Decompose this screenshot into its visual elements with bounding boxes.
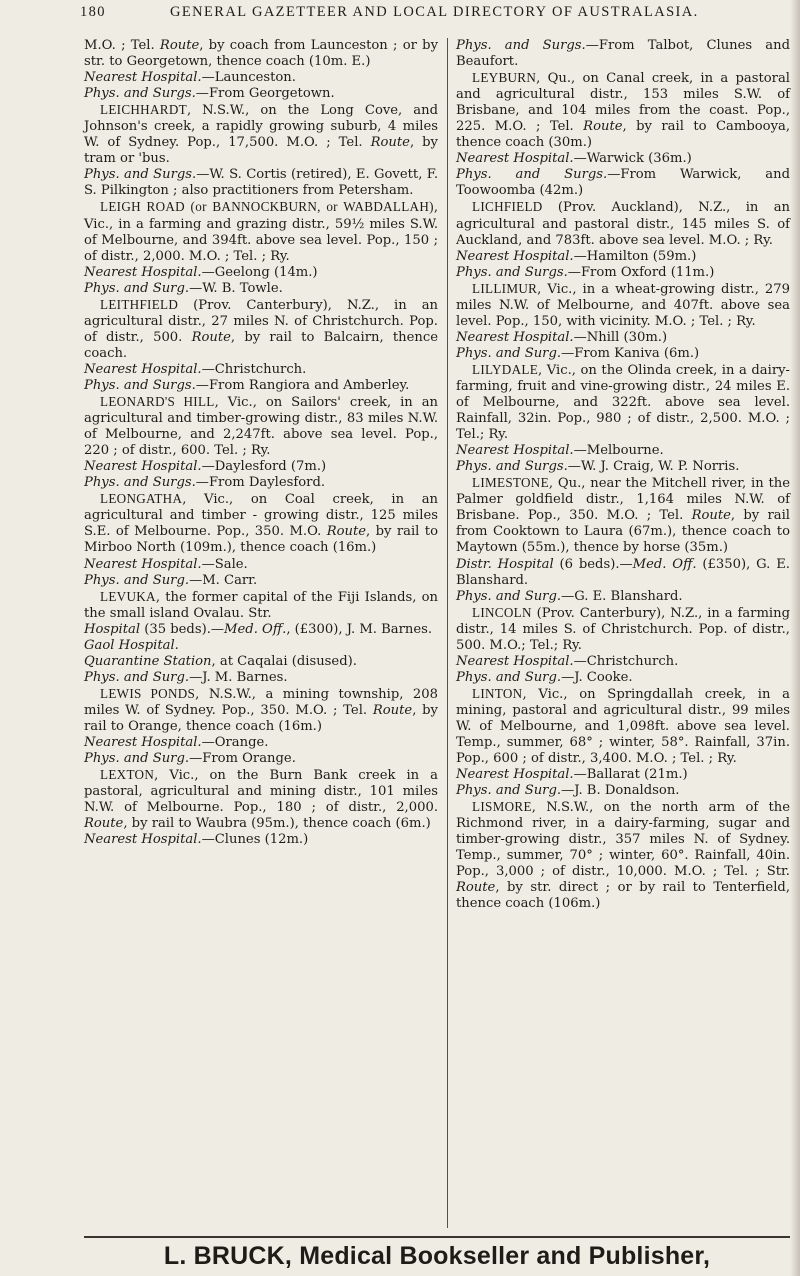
place-entry (84, 491, 438, 556)
entry-detail (84, 832, 438, 848)
entry-text: , by rail to Cambooya, thence coach (30m.) (456, 119, 791, 151)
entry-text: —Geelong (14m.) (201, 264, 318, 280)
place-entry (84, 199, 438, 264)
entry-text: , Qu., on Canal creek, in a pastoral and agricultural distr., 153 miles S.W. of Brisbane, and 104 miles from the coast. Pop., 225. M.O. ; Tel. (456, 71, 790, 135)
italic-label: Phys. and Surg. (84, 280, 190, 296)
entry-text: —Christchurch. (573, 653, 679, 669)
entry-detail (456, 767, 790, 783)
entry-text: —W. B. Towle. (189, 280, 283, 296)
entry-detail (84, 265, 438, 281)
entry-text: —M. Carr. (189, 572, 258, 588)
italic-label: Hospital (84, 621, 141, 637)
italic-label: Nearest Hospital. (84, 264, 202, 280)
italic-label: Phys. and Surg. (84, 669, 190, 685)
italic-label: Quarantine Station (84, 653, 212, 669)
entry-text: , the former capital of the Fiji Islands, on the small island Ovalau. Str. (84, 589, 438, 621)
entry-text: , by tram or 'bus. (84, 135, 438, 167)
page-header (80, 4, 780, 28)
italic-label: Phys. and Surgs. (456, 459, 568, 475)
place-name: LICHFIELD (472, 199, 543, 215)
entry-text: —From Warwick, and Toowoomba (42m.) (456, 167, 791, 199)
italic-label: Nearest Hospital. (84, 735, 202, 751)
entry-text: —Hamilton (59m.) (573, 248, 697, 264)
place-entry (456, 70, 790, 151)
entry-text: —From Talbot, Clunes and Beaufort. (456, 38, 791, 70)
entry-detail (456, 265, 790, 281)
entry-text: (£350), G. E. Blanshard. (456, 556, 790, 588)
entry-detail (84, 38, 438, 70)
entry-text: —Melbourne. (573, 443, 664, 459)
entry-text: , Vic., on Springdallah creek, in a mining, pastoral and agricultural distr., 99 miles W. of Melbourne, and 1,098ft. above sea level. Temp., summer, 68° ; winter, 58°. Rainfall, 37in. Pop., 600 ; of distr., 3,400. M.O. ; Tel. ; Ry. (456, 686, 790, 767)
entry-text: , Vic., on the Burn Bank creek in a pastoral, agricultural and mining distr., 101 miles N.W. of Melbourne. Pop., 180 ; of distr., 2,000. (84, 768, 438, 816)
italic-label: Phys. and Surg. (456, 669, 562, 685)
entry-text: , Qu., near the Mitchell river, in the Palmer goldfield distr., 1,164 miles N.W. of Brisbane. Pop., 350. M.O. ; Tel. (456, 476, 790, 524)
place-entry (456, 686, 790, 767)
place-name: LEICHHARDT (100, 102, 187, 118)
entry-text: —From Kaniva (6m.) (561, 345, 700, 361)
place-name: LEWIS PONDS (100, 685, 196, 701)
italic-label: Phys. and Surg. (84, 751, 190, 767)
running-title: GENERAL GAZETTEER AND LOCAL DIRECTORY OF AUSTRALASIA. (170, 4, 699, 20)
entry-detail (84, 573, 438, 589)
entry-text: , by rail to Mirboo North (109m.), thence coach (16m.) (84, 524, 438, 556)
entry-detail (84, 86, 438, 102)
entry-detail (84, 459, 438, 475)
entry-text: , by coach from Launceston ; or by str. to Georgetown, thence coach (10m. E.) (84, 38, 438, 70)
entry-text: , Vic., on the Olinda creek, in a dairy-farming, fruit and vine-growing distr., 24 miles E. of Melbourne, and 322ft. above sea level. Rainfall, 32in. Pop., 980 ; of distr., 2,500. M.O. ; Tel.; Ry. (456, 362, 790, 443)
entry-detail (84, 735, 438, 751)
entry-detail (84, 378, 438, 394)
italic-label: Route (191, 329, 231, 345)
entry-detail (456, 167, 790, 199)
entry-text: —Clunes (12m.) (201, 832, 309, 848)
italic-label: Nearest Hospital. (456, 248, 574, 264)
italic-label: Med. Off. (224, 621, 287, 637)
page-edge-shadow (790, 0, 800, 1276)
page-number: 180 (80, 4, 106, 20)
italic-label: Nearest Hospital. (84, 70, 202, 86)
entry-text: —From Oxford (11m.) (567, 264, 715, 280)
entry-text: (Prov. Canterbury), N.Z., in a farming distr., 14 miles S. of Christchurch. Pop. of distr., 500. M.O.; Tel.; Ry. (456, 605, 790, 653)
entry-text: , Vic., in a farming and grazing distr., 59½ miles S.W. of Melbourne, and 394ft. above sea level. Pop., 150 ; of distr., 2,000. M.O. ; Tel. ; Ry. (84, 200, 438, 264)
italic-label: Route (456, 880, 496, 896)
entry-text: —J. B. Donaldson. (561, 783, 680, 799)
entry-text: —Launceston. (201, 70, 296, 86)
place-entry (456, 281, 790, 330)
place-entry (456, 199, 790, 248)
entry-text: —Warwick (36m.) (573, 151, 692, 167)
place-name: LEYBURN (472, 70, 537, 86)
entry-text: —G. E. Blanshard. (561, 588, 683, 604)
entry-detail (84, 557, 438, 573)
italic-label: Nearest Hospital. (456, 151, 574, 167)
italic-label: Phys. and Surg. (456, 783, 562, 799)
italic-label: Phys. and Surgs. (84, 377, 196, 393)
italic-label: Phys. and Surgs. (456, 167, 608, 183)
italic-label: Route (84, 816, 124, 832)
entry-detail (84, 475, 438, 491)
entry-text: —From Daylesford. (195, 475, 326, 491)
entry-text: , Vic., in a wheat-growing distr., 279 miles N.W. of Melbourne, and 407ft. above sea level. Pop., 150, with vicinity. M.O. ; Tel. ; Ry. (456, 281, 790, 329)
column-divider (447, 38, 448, 1228)
italic-label: Route (326, 524, 367, 540)
italic-label: Phys. and Surg. (456, 588, 562, 604)
entry-text: —Orange. (201, 735, 269, 751)
entry-text: (Prov. Canterbury), N.Z., in an agricultural distr., 27 miles N. of Christchurch. Pop. of distr., 500. (84, 297, 438, 345)
italic-label: Distr. Hospital (456, 556, 554, 572)
place-entry (84, 102, 438, 167)
place-name: LINTON (472, 685, 523, 701)
entry-text: —Ballarat (21m.) (573, 767, 688, 783)
entry-detail (456, 670, 790, 686)
entry-text: —Daylesford (7m.) (201, 459, 327, 475)
entry-detail (456, 557, 790, 589)
place-name: LEITHFIELD (100, 296, 179, 312)
entry-text: , at Caqalai (disused). (211, 653, 357, 669)
entry-text: , by str. direct ; or by rail to Tenterfield, thence coach (106m.) (456, 880, 790, 912)
entry-text: —Nhill (30m.) (573, 329, 668, 345)
entry-detail (84, 654, 438, 670)
italic-label: Nearest Hospital. (84, 361, 202, 377)
italic-label: Route (583, 119, 623, 135)
entry-detail (84, 70, 438, 86)
entry-text: —From Orange. (189, 751, 296, 767)
entry-text: —W. J. Craig, W. P. Norris. (567, 459, 740, 475)
place-name: LEVUKA (100, 588, 156, 604)
italic-label: Route (372, 702, 413, 718)
place-name: LEONGATHA (100, 491, 183, 507)
entry-text: , by rail to Balcairn, thence coach. (84, 329, 438, 361)
italic-label: Nearest Hospital. (84, 832, 202, 848)
entry-text: , Vic., on Sailors' creek, in an agricultural and timber-growing distr., 83 miles N.W. of Melbourne, and 2,247ft. above sea level. Pop., 220 ; of distr., 600. Tel. ; Ry. (84, 395, 438, 459)
entry-text: , N.S.W., a mining township, 208 miles W. of Sydney. Pop., 350. M.O. ; Tel. (84, 686, 438, 718)
entry-text: , N.S.W., on the north arm of the Richmond river, in a dairy-farming, sugar and timber-growing distr., 357 miles N. of Sydney. Temp., summer, 70° ; winter, 60°. Rainfall, 40in. Pop., 3,000 ; of distr., 10,000. M.O. ; Tel. ; Str. (456, 800, 790, 880)
place-name: LINCOLN (472, 604, 532, 620)
entry-detail (456, 589, 790, 605)
italic-label: Nearest Hospital. (84, 556, 202, 572)
entry-detail (456, 443, 790, 459)
italic-label: Route (370, 135, 410, 151)
entry-text: M.O. ; Tel. (84, 38, 160, 53)
entry-text: , N.S.W., on the Long Cove, and Johnson's creek, a rapidly growing suburb, 4 miles W. of Sydney. Pop., 17,500. M.O. ; Tel. (84, 103, 438, 151)
right-column (456, 38, 790, 913)
entry-detail (84, 622, 438, 638)
entry-detail (456, 459, 790, 475)
entry-text: —J. M. Barnes. (189, 669, 288, 685)
entry-text: , by rail to Waubra (95m.), thence coach (6m.) (123, 816, 431, 832)
italic-label: Route (691, 508, 731, 524)
place-entry (84, 394, 438, 459)
entry-text: —Christchurch. (201, 361, 307, 377)
italic-label: Gaol Hospital. (84, 637, 179, 653)
place-entry (84, 767, 438, 832)
entry-text: —W. S. Cortis (retired), E. Govett, F. S. Pilkington ; also practitioners from Petersham. (84, 167, 438, 199)
place-name: LILLIMUR (472, 280, 538, 296)
entry-detail (84, 670, 438, 686)
italic-label: Med. Off. (632, 556, 697, 572)
italic-label: Phys. and Surgs. (84, 86, 196, 102)
italic-label: Phys. and Surgs. (84, 475, 196, 491)
place-name: LEIGH ROAD (or BANNOCKBURN, or WABDALLAH) (100, 199, 434, 215)
place-entry (456, 799, 790, 912)
entry-detail (456, 38, 790, 70)
entry-text: —From Georgetown. (195, 86, 335, 102)
entry-text: —From Rangiora and Amberley. (195, 377, 410, 393)
italic-label: Nearest Hospital. (456, 443, 574, 459)
place-entry (456, 475, 790, 556)
italic-label: Nearest Hospital. (456, 329, 574, 345)
italic-label: Nearest Hospital. (84, 459, 202, 475)
entry-detail (456, 151, 790, 167)
italic-label: Phys. and Surgs. (456, 38, 586, 53)
entry-detail (84, 751, 438, 767)
place-name: LIMESTONE (472, 475, 549, 491)
publisher-footer: L. BRUCK, Medical Bookseller and Publisher, (163, 1242, 711, 1270)
entry-detail (456, 330, 790, 346)
entry-text: , by rail from Cooktown to Laura (67m.), thence coach to Maytown (55m.), thence by horse (35m.) (456, 508, 791, 556)
italic-label: Phys. and Surg. (84, 572, 190, 588)
place-name: LISMORE (472, 799, 532, 815)
entry-detail (456, 249, 790, 265)
entry-text: —J. Cooke. (561, 669, 633, 685)
place-entry (456, 362, 790, 443)
place-entry (84, 589, 438, 622)
entry-detail (84, 638, 438, 654)
italic-label: Nearest Hospital. (456, 653, 574, 669)
italic-label: Phys. and Surg. (456, 345, 562, 361)
entry-detail (84, 281, 438, 297)
entry-text: (35 beds).— (140, 621, 225, 637)
place-entry (456, 605, 790, 654)
left-column (84, 38, 438, 848)
entry-text: —Sale. (201, 556, 248, 572)
place-entry (84, 297, 438, 362)
italic-label: Route (159, 38, 200, 53)
entry-text: , (£300), J. M. Barnes. (286, 621, 433, 637)
entry-detail (456, 654, 790, 670)
entry-detail (456, 783, 790, 799)
place-name: LEONARD'S HILL (100, 394, 215, 410)
entry-text: , Vic., on Coal creek, in an agricultural and timber - growing distr., 125 miles S.E. of Melbourne. Pop., 350. M.O. (84, 492, 438, 540)
entry-detail (84, 362, 438, 378)
entry-text: , by rail to Orange, thence coach (16m.) (84, 702, 438, 734)
entry-text: (6 beds).— (553, 556, 633, 572)
entry-text: (Prov. Auckland), N.Z., in an agricultural and pastoral distr., 145 miles S. of Auckland, and 783ft. above sea level. M.O. ; Ry. (456, 200, 790, 248)
footer-rule (84, 1236, 790, 1238)
place-entry (84, 686, 438, 735)
place-name: LEXTON (100, 767, 155, 783)
entry-detail (456, 346, 790, 362)
entry-detail (84, 167, 438, 199)
italic-label: Phys. and Surgs. (456, 264, 568, 280)
italic-label: Phys. and Surgs. (84, 167, 197, 183)
italic-label: Nearest Hospital. (456, 767, 574, 783)
place-name: LILYDALE (472, 361, 539, 377)
